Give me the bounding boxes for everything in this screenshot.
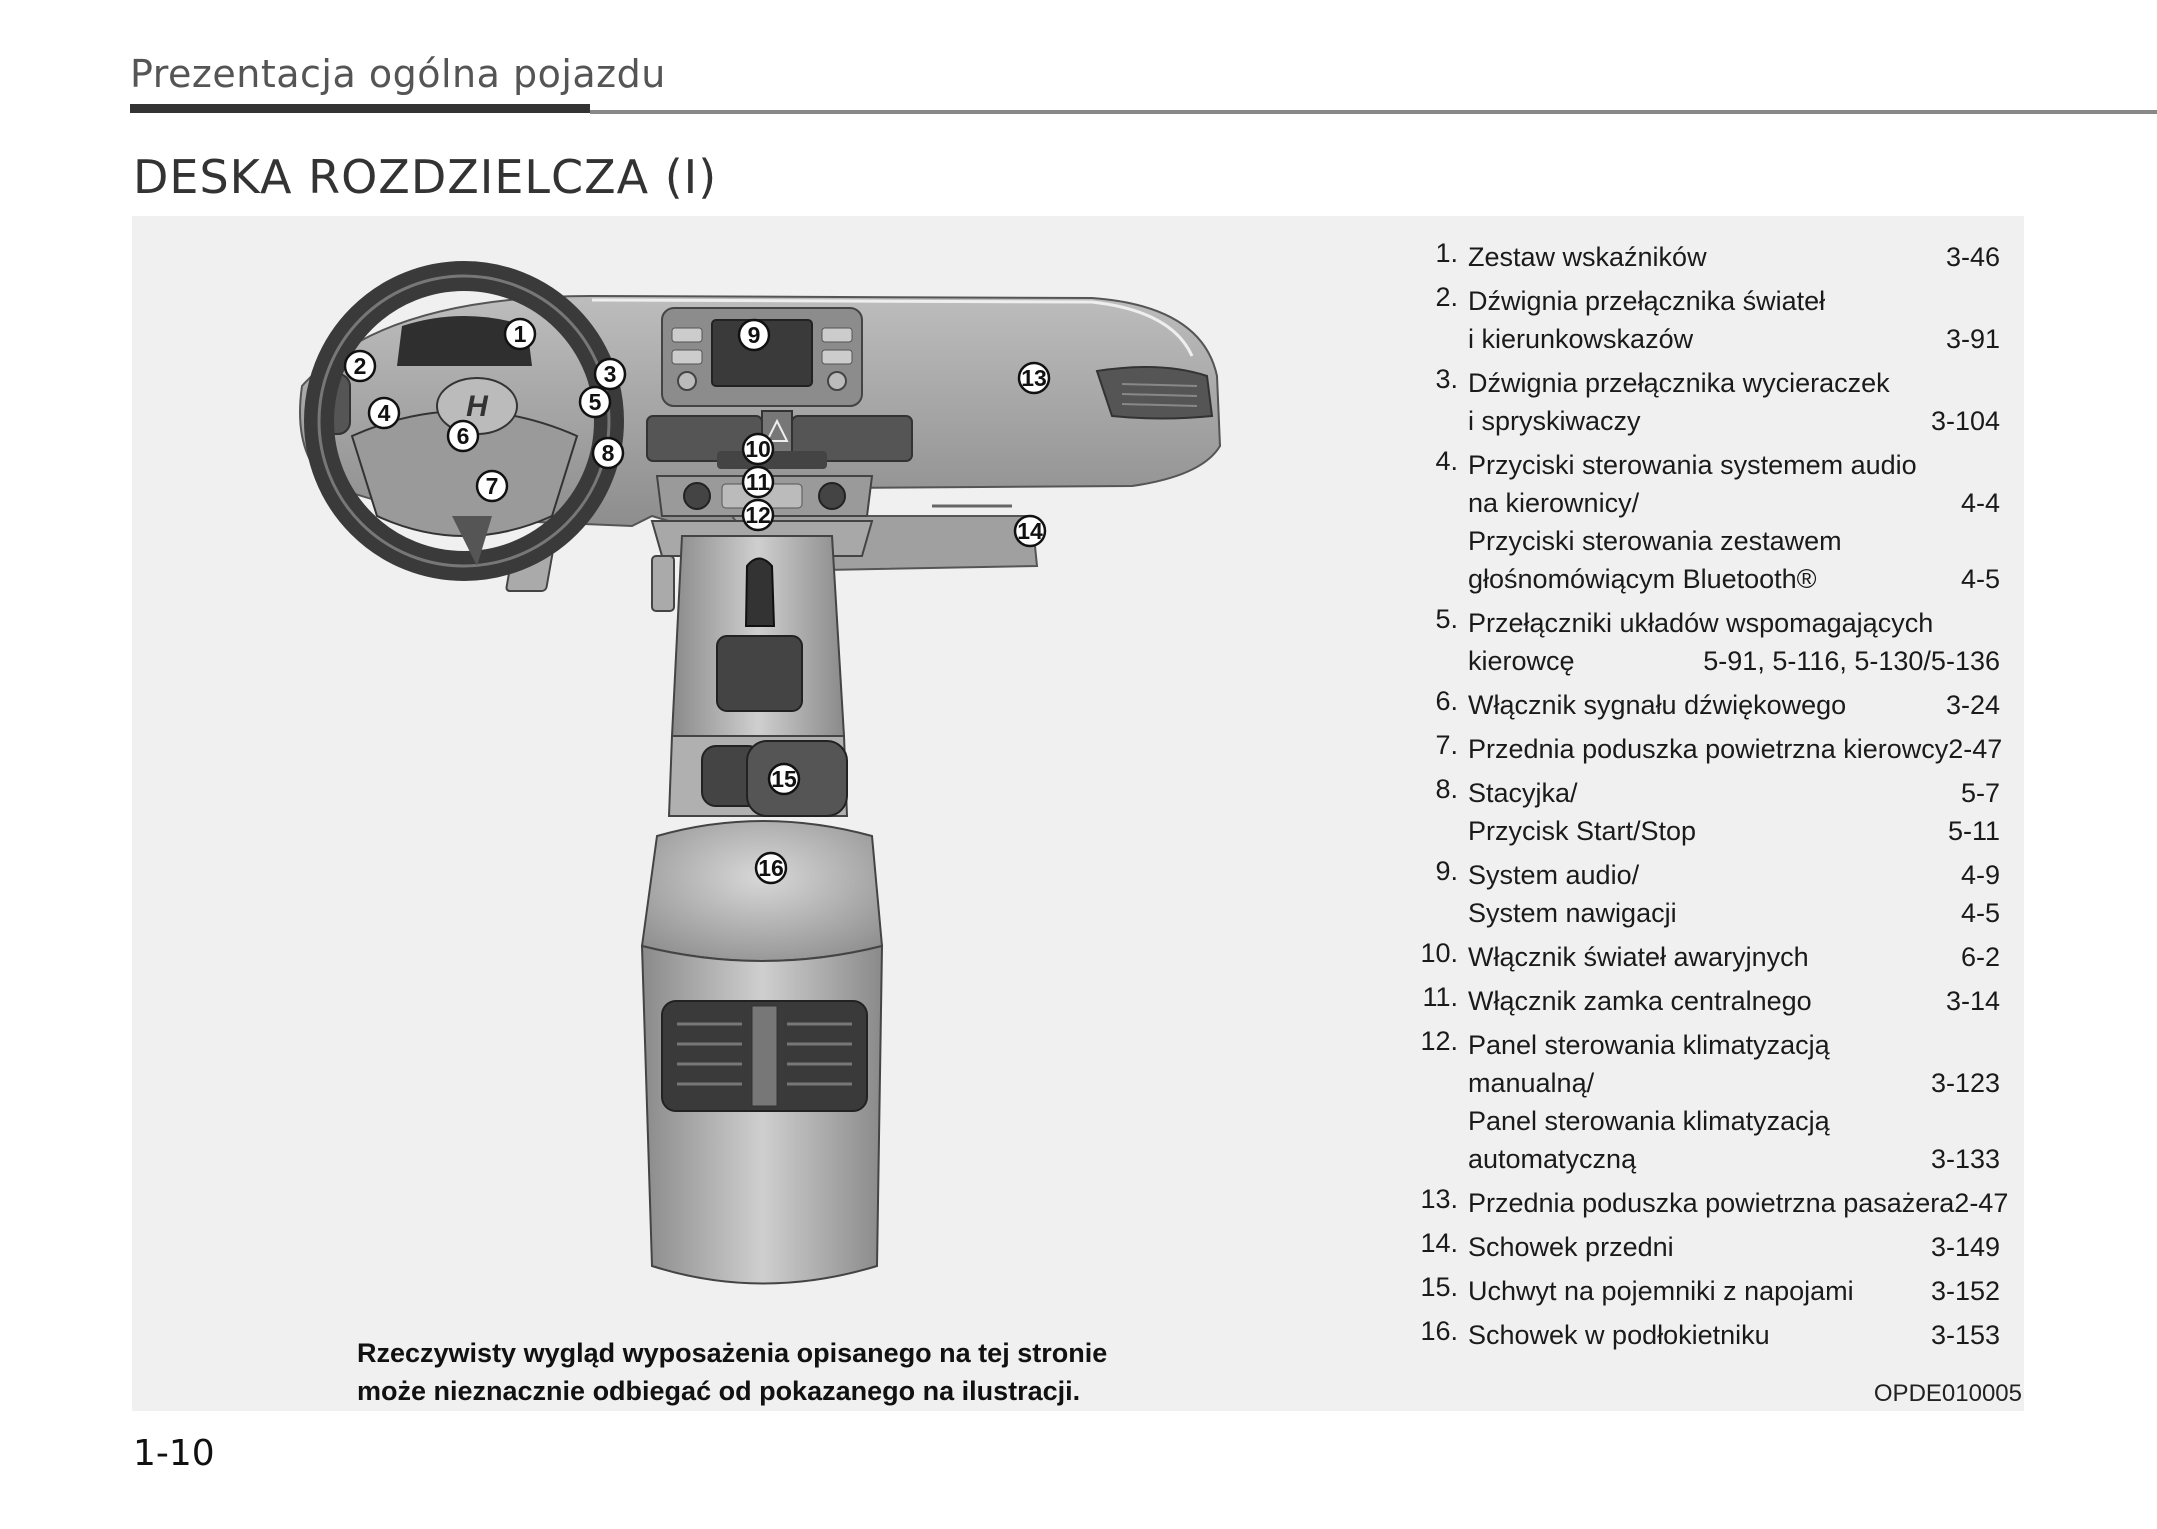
callout-label: 4 bbox=[377, 400, 391, 426]
callout-8 bbox=[593, 438, 623, 468]
legend-item bbox=[1410, 856, 2000, 932]
legend-item bbox=[1410, 1272, 2000, 1310]
callout-12 bbox=[743, 500, 773, 530]
legend-item bbox=[1410, 446, 2000, 598]
legend-item bbox=[1410, 1228, 2000, 1266]
callout-label: 12 bbox=[745, 502, 771, 528]
callout-1 bbox=[505, 319, 535, 349]
legend-text: System audio/ bbox=[1468, 860, 1640, 890]
legend-number: 11. bbox=[1422, 982, 1458, 1012]
callout-label: 8 bbox=[601, 440, 615, 466]
legend-text: Panel sterowania klimatyzacją bbox=[1468, 1106, 1830, 1136]
legend-number: 4. bbox=[1435, 446, 1458, 476]
legend-item bbox=[1410, 938, 2000, 976]
legend-item bbox=[1410, 604, 2000, 680]
legend-text: Włącznik świateł awaryjnych bbox=[1468, 942, 1809, 972]
legend-item bbox=[1410, 1184, 2009, 1222]
callout-7 bbox=[477, 471, 507, 501]
callout-16 bbox=[756, 853, 786, 883]
figure-panel bbox=[132, 216, 2024, 1411]
legend-page-ref: 4-9 bbox=[1960, 860, 2000, 890]
legend-page-ref: 2-47 bbox=[1954, 1188, 2009, 1218]
legend-page-ref: 5-11 bbox=[1947, 816, 2000, 846]
svg-text:H: H bbox=[466, 390, 488, 423]
callout-4 bbox=[369, 398, 399, 428]
callout-2 bbox=[345, 351, 375, 381]
callout-10 bbox=[743, 434, 773, 464]
legend-page-ref: 5-91, 5-116, 5-130/5-136 bbox=[1703, 646, 2000, 676]
header-rule bbox=[590, 110, 2157, 114]
legend-number: 3. bbox=[1435, 364, 1458, 394]
legend-page-ref: 3-133 bbox=[1930, 1144, 2000, 1174]
figure-disclaimer bbox=[357, 1334, 1108, 1410]
legend-text: manualną/ bbox=[1468, 1068, 1595, 1098]
callout-label: 9 bbox=[747, 322, 761, 348]
legend-page-ref: 3-153 bbox=[1930, 1320, 2000, 1350]
callout-13 bbox=[1019, 363, 1049, 393]
legend-text: Schowek przedni bbox=[1468, 1232, 1674, 1262]
legend-item bbox=[1410, 686, 2000, 724]
legend-number: 10. bbox=[1420, 938, 1458, 968]
page-number: 1-10 bbox=[133, 1433, 215, 1474]
legend-text: Przednia poduszka powietrzna pasażera bbox=[1468, 1188, 1955, 1218]
callout-label: 10 bbox=[745, 436, 771, 462]
legend-number: 14. bbox=[1420, 1228, 1458, 1258]
legend-text: Zestaw wskaźników bbox=[1468, 242, 1707, 272]
legend-text: Schowek w podłokietniku bbox=[1468, 1320, 1770, 1350]
legend-number: 13. bbox=[1420, 1184, 1458, 1214]
legend-page-ref: 3-149 bbox=[1930, 1232, 2000, 1262]
legend-page-ref: 4-4 bbox=[1960, 488, 2000, 518]
legend-page-ref: 3-91 bbox=[1945, 324, 2000, 354]
legend-page-ref: 3-123 bbox=[1930, 1068, 2000, 1098]
legend-number: 9. bbox=[1435, 856, 1458, 886]
callout-label: 13 bbox=[1021, 365, 1047, 391]
callout-9 bbox=[739, 320, 769, 350]
legend-number: 16. bbox=[1420, 1316, 1458, 1346]
callout-6 bbox=[448, 421, 478, 451]
legend-item bbox=[1410, 1316, 2000, 1354]
callout-label: 6 bbox=[456, 423, 470, 449]
legend-text: Dźwignia przełącznika wycieraczek bbox=[1468, 368, 1890, 398]
legend-item bbox=[1410, 982, 2000, 1020]
legend bbox=[1410, 238, 2009, 1360]
image-code: OPDE010005 bbox=[1873, 1380, 2022, 1407]
disclaimer-line-2: może nieznacznie odbiegać od pokazanego na ilustracji. bbox=[357, 1376, 1081, 1406]
callout-label: 11 bbox=[745, 469, 771, 495]
legend-text: Przyciski sterowania systemem audio bbox=[1468, 450, 1917, 480]
callout-3 bbox=[595, 359, 625, 389]
chapter-title: DESKA ROZDZIELCZA (I) bbox=[133, 150, 718, 204]
legend-page-ref: 4-5 bbox=[1960, 898, 2000, 928]
legend-text: Dźwignia przełącznika świateł bbox=[1468, 286, 1826, 316]
legend-number: 12. bbox=[1420, 1026, 1458, 1056]
callout-14 bbox=[1015, 516, 1045, 546]
legend-page-ref: 3-14 bbox=[1945, 986, 2000, 1016]
legend-item bbox=[1410, 1026, 2000, 1178]
legend-text: i kierunkowskazów bbox=[1468, 324, 1694, 354]
legend-page-ref: 3-46 bbox=[1945, 242, 2000, 272]
callout-label: 16 bbox=[758, 855, 784, 881]
callout-label: 15 bbox=[771, 766, 797, 792]
legend-text: automatyczną bbox=[1468, 1144, 1637, 1174]
section-title: Prezentacja ogólna pojazdu bbox=[130, 52, 666, 96]
dashboard-illustration bbox=[132, 216, 1252, 1316]
legend-page-ref: 3-24 bbox=[1945, 690, 2000, 720]
legend-number: 1. bbox=[1435, 238, 1458, 268]
callout-label: 7 bbox=[485, 473, 499, 499]
legend-text: Przyciski sterowania zestawem bbox=[1468, 526, 1842, 556]
header-rule-accent bbox=[130, 104, 590, 113]
legend-item bbox=[1410, 774, 2000, 850]
legend-text: System nawigacji bbox=[1468, 898, 1677, 928]
legend-page-ref: 6-2 bbox=[1960, 942, 2000, 972]
legend-item bbox=[1410, 730, 2003, 768]
legend-number: 5. bbox=[1435, 604, 1458, 634]
legend-number: 7. bbox=[1435, 730, 1458, 760]
legend-text: Panel sterowania klimatyzacją bbox=[1468, 1030, 1830, 1060]
legend-item bbox=[1410, 238, 2000, 276]
callout-label: 3 bbox=[603, 361, 617, 387]
callout-label: 14 bbox=[1017, 518, 1043, 544]
legend-text: Uchwyt na pojemniki z napojami bbox=[1468, 1276, 1854, 1306]
callout-11 bbox=[743, 467, 773, 497]
legend-page-ref: 5-7 bbox=[1960, 778, 2000, 808]
callout-5 bbox=[580, 387, 610, 417]
legend-item bbox=[1410, 364, 2000, 440]
legend-text: kierowcę bbox=[1468, 646, 1575, 676]
legend-text: Włącznik sygnału dźwiękowego bbox=[1468, 690, 1847, 720]
legend-page-ref: 3-152 bbox=[1930, 1276, 2000, 1306]
legend-item bbox=[1410, 282, 2000, 358]
callout-label: 5 bbox=[588, 389, 602, 415]
disclaimer-line-1: Rzeczywisty wygląd wyposażenia opisanego na tej stronie bbox=[357, 1338, 1108, 1368]
legend-text: Stacyjka/ bbox=[1468, 778, 1578, 808]
legend-page-ref: 3-104 bbox=[1930, 406, 2000, 436]
legend-number: 6. bbox=[1435, 686, 1458, 716]
callout-label: 2 bbox=[353, 353, 367, 379]
legend-number: 8. bbox=[1435, 774, 1458, 804]
legend-number: 2. bbox=[1435, 282, 1458, 312]
callout-label: 1 bbox=[513, 321, 527, 347]
legend-page-ref: 4-5 bbox=[1960, 564, 2000, 594]
legend-text: Włącznik zamka centralnego bbox=[1468, 986, 1812, 1016]
legend-page-ref: 2-47 bbox=[1948, 734, 2003, 764]
legend-number: 15. bbox=[1420, 1272, 1458, 1302]
legend-text: Przycisk Start/Stop bbox=[1468, 816, 1697, 846]
legend-text: Przednia poduszka powietrzna kierowcy bbox=[1468, 734, 1949, 764]
callout-15 bbox=[769, 764, 799, 794]
legend-text: na kierownicy/ bbox=[1468, 488, 1640, 518]
legend-text: głośnomówiącym Bluetooth® bbox=[1468, 564, 1817, 594]
legend-text: Przełączniki układów wspomagających bbox=[1468, 608, 1934, 638]
legend-text: i spryskiwaczy bbox=[1468, 406, 1641, 436]
